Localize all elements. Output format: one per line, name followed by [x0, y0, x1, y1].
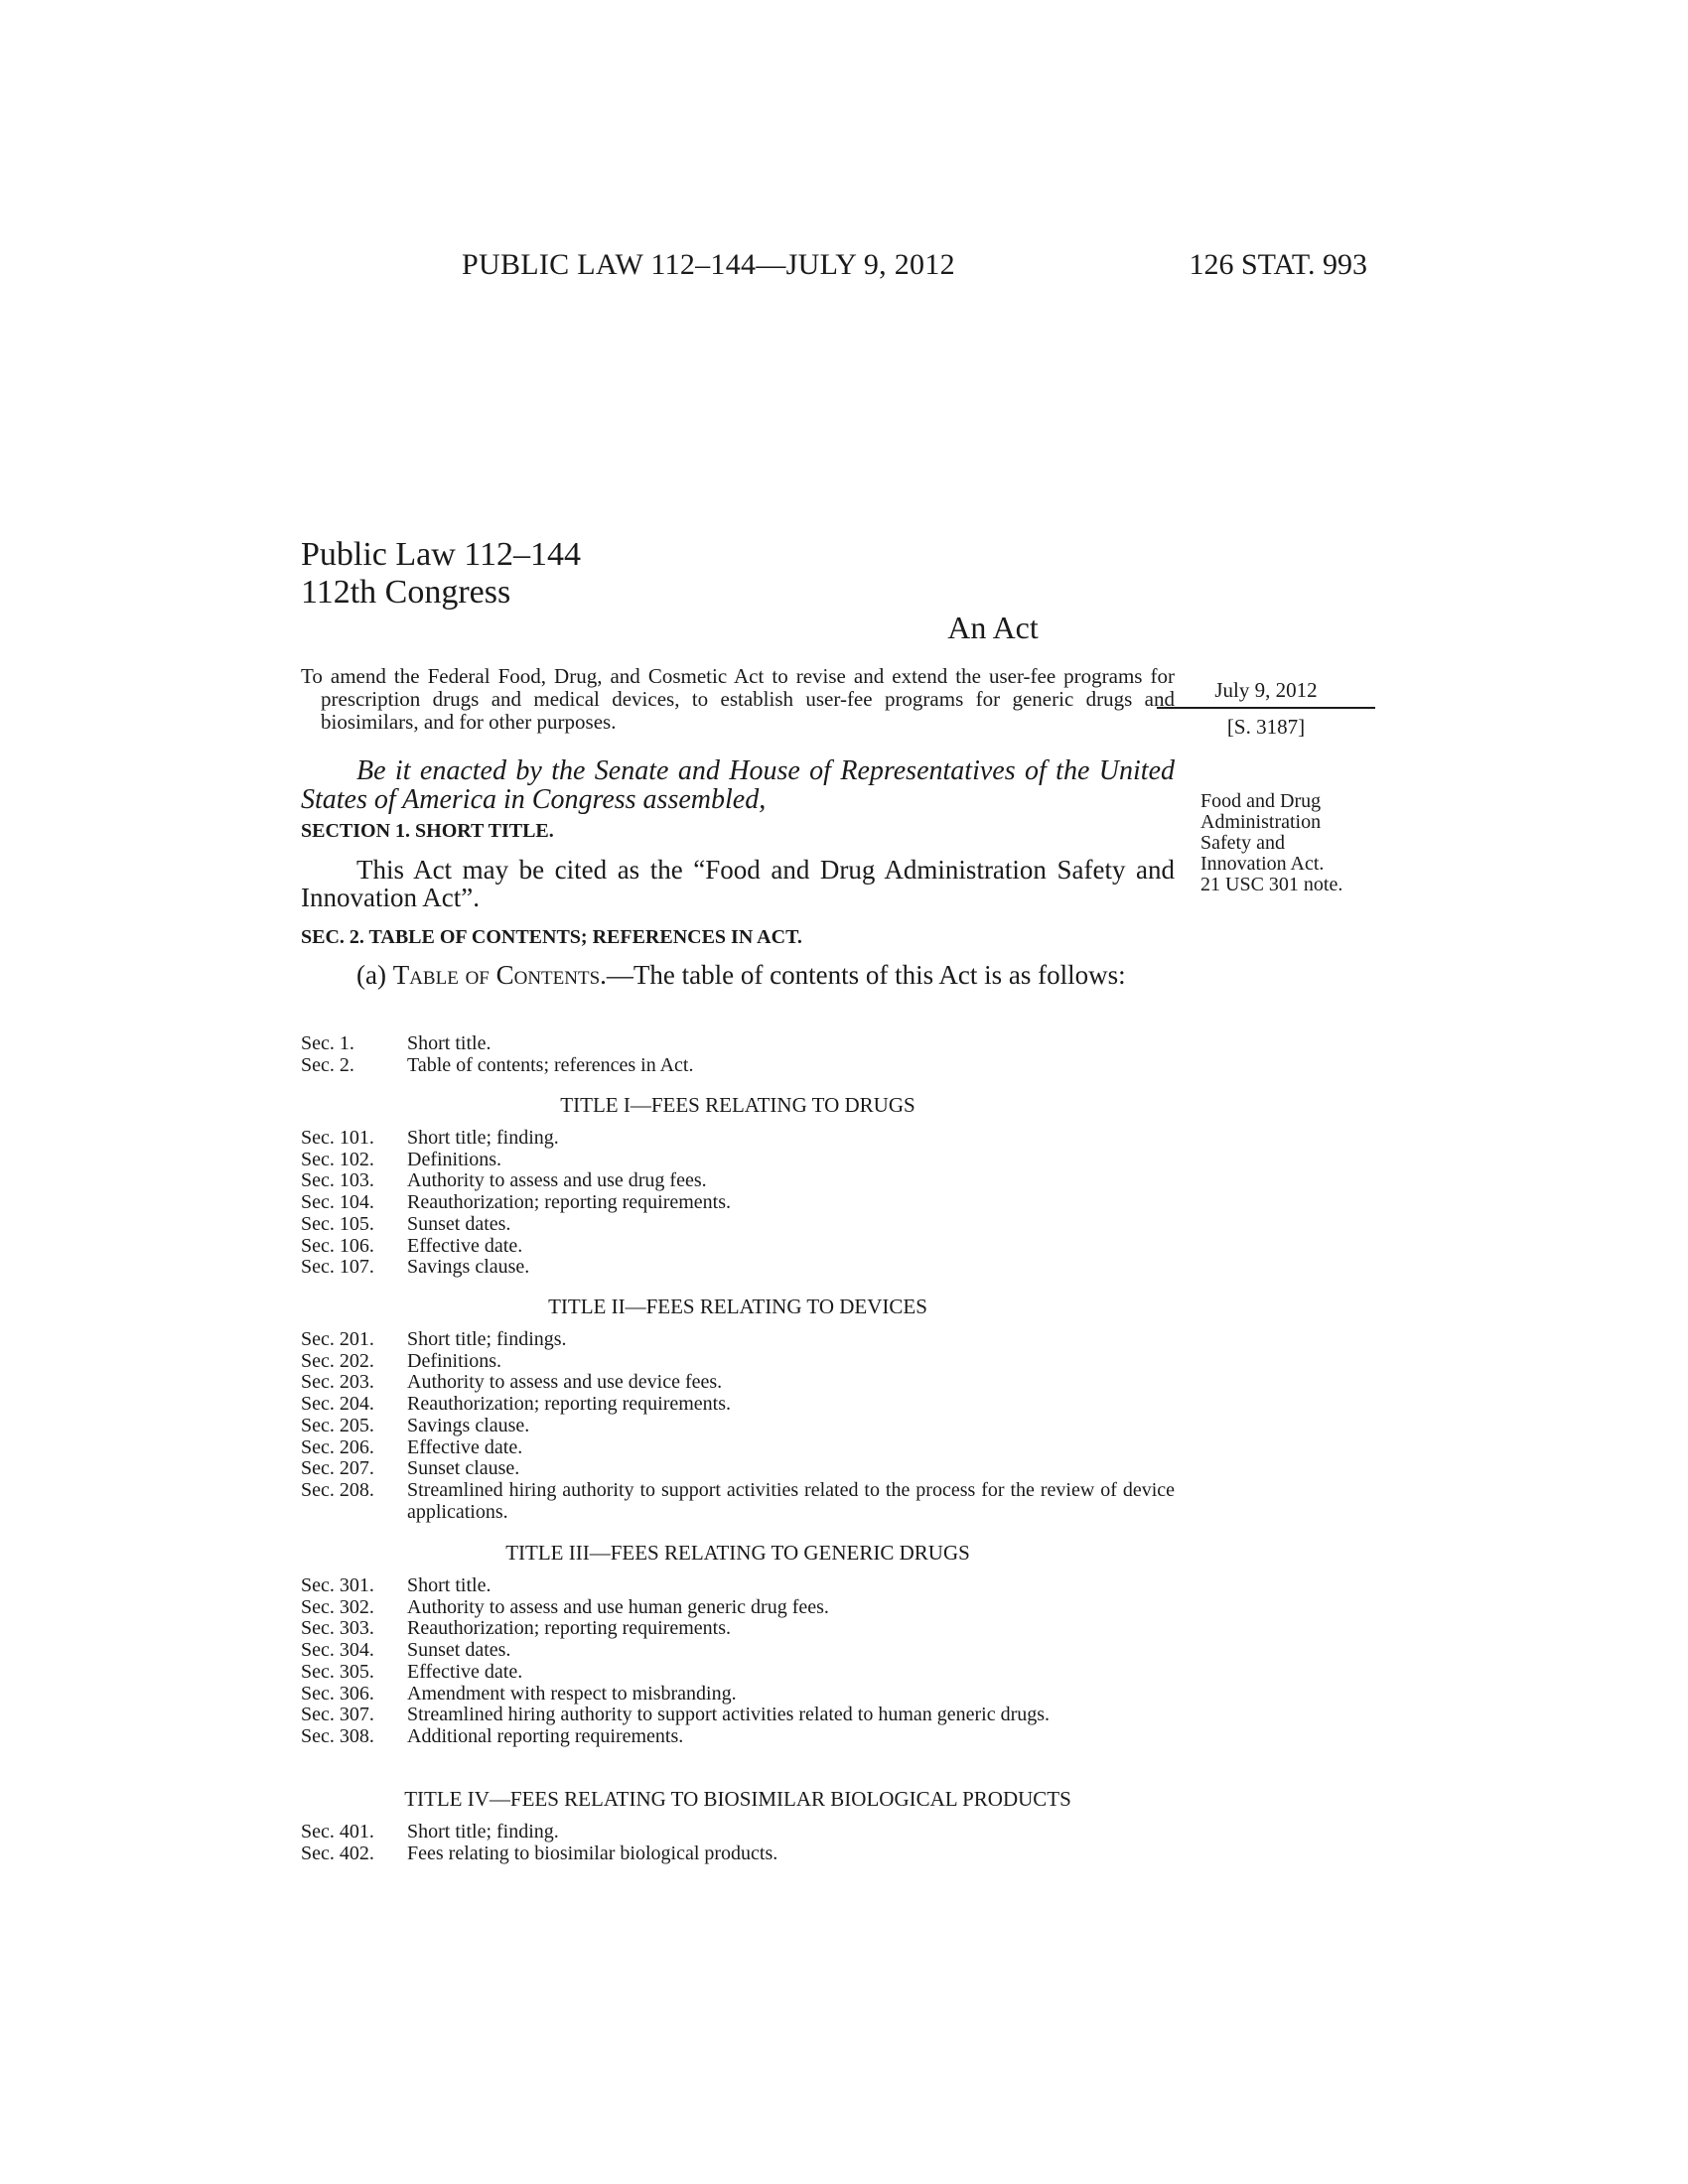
- toc-entry-number: Sec. 308.: [301, 1724, 374, 1747]
- margin-divider: [1157, 707, 1375, 709]
- toc-entry: [301, 1662, 1175, 1684]
- toc-entry-text: Table of contents; references in Act.: [407, 1053, 694, 1076]
- toc-entry-text: Streamlined hiring authority to support activities related to the process for the review of device applications.: [407, 1478, 1175, 1523]
- toc-entry-number: Sec. 203.: [301, 1371, 374, 1394]
- toc-entry-text: Savings clause.: [407, 1256, 530, 1279]
- toc-entry: [301, 1214, 1175, 1236]
- toc-entry: [301, 1705, 1175, 1726]
- toc-entry: [301, 1684, 1175, 1706]
- toc-entry-number: Sec. 304.: [301, 1639, 374, 1662]
- toc-entry: [301, 1597, 1175, 1619]
- toc-entry-text: Authority to assess and use drug fees.: [407, 1169, 707, 1192]
- toc-entry: [301, 1394, 1175, 1416]
- toc-title-heading: TITLE IV—FEES RELATING TO BIOSIMILAR BIOLOGICAL PRODUCTS: [404, 1787, 1071, 1811]
- toc-entry-text: Sunset dates.: [407, 1639, 511, 1662]
- toc-entry-number: Sec. 105.: [301, 1212, 374, 1235]
- toc-entry-number: Sec. 2.: [301, 1053, 354, 1076]
- toc-entry-number: Sec. 106.: [301, 1234, 374, 1257]
- toc-entry-text: Short title; findings.: [407, 1328, 567, 1350]
- toc-entry-number: Sec. 201.: [301, 1328, 374, 1350]
- toc-entry-text: Effective date.: [407, 1660, 523, 1683]
- toc-entry-text: Definitions.: [407, 1349, 501, 1372]
- toc-entry-text: Streamlined hiring authority to support activities related to human generic drugs.: [407, 1704, 1051, 1726]
- toc-entry: [301, 1822, 1175, 1843]
- toc-entry-number: Sec. 102.: [301, 1148, 374, 1170]
- toc-entry: [301, 1372, 1175, 1394]
- toc-entry-text: Short title.: [407, 1574, 492, 1596]
- toc-entry-number: Sec. 1.: [301, 1032, 354, 1054]
- toc-entry: [301, 1458, 1175, 1480]
- toc-entry-text: Reauthorization; reporting requirements.: [407, 1191, 732, 1214]
- an-act-heading: [0, 610, 1470, 646]
- toc-entry: [301, 1351, 1175, 1373]
- toc-entry-text: Fees relating to biosimilar biological products.: [407, 1842, 778, 1864]
- toc-entry-text: Reauthorization; reporting requirements.: [407, 1617, 732, 1640]
- toc-entry-text: Effective date.: [407, 1435, 523, 1458]
- side-note-line: Innovation Act.: [1200, 853, 1325, 875]
- toc-entry-text: Additional reporting requirements.: [407, 1724, 684, 1747]
- running-head: PUBLIC LAW 112–144—JULY 9, 2012: [462, 248, 955, 281]
- an-act-label: An Act: [947, 610, 1039, 645]
- toc-entry-number: Sec. 202.: [301, 1349, 374, 1372]
- toc-entry-number: Sec. 103.: [301, 1169, 374, 1192]
- toc-entry-number: Sec. 301.: [301, 1574, 374, 1596]
- toc-entry-number: Sec. 401.: [301, 1821, 374, 1843]
- side-note-line: Food and Drug: [1200, 790, 1322, 812]
- toc-entry-text: Authority to assess and use human generic drug fees.: [407, 1595, 829, 1618]
- margin-bill-number: [S. 3187]: [1226, 715, 1306, 739]
- section-1-heading: SECTION 1. SHORT TITLE.: [301, 820, 554, 842]
- toc-entry: [301, 1618, 1175, 1640]
- purpose-clause: [301, 665, 1175, 734]
- toc-entry: [301, 1726, 1175, 1748]
- toc-entry-number: Sec. 402.: [301, 1842, 374, 1864]
- law-title-block: [301, 536, 581, 612]
- toc-entry-number: Sec. 306.: [301, 1682, 374, 1705]
- toc-entry-text: Sunset dates.: [407, 1212, 511, 1235]
- toc-entry-number: Sec. 307.: [301, 1704, 374, 1726]
- toc-entry-number: Sec. 104.: [301, 1191, 374, 1214]
- toc-entry: [301, 1192, 1175, 1214]
- public-law-number: Public Law 112–144: [301, 536, 582, 573]
- toc-entry: [301, 1480, 1175, 1523]
- purpose-text: To amend the Federal Food, Drug, and Cosmetic Act to revise and extend the user-fee programs for prescription drugs and medical devices, to establish user-fee programs for generic drugs and biosimilars, and for other purposes.: [301, 664, 1175, 734]
- toc-entry-number: Sec. 107.: [301, 1256, 374, 1279]
- toc-entry-text: Authority to assess and use device fees.: [407, 1371, 723, 1394]
- toc-entry-number: Sec. 305.: [301, 1660, 374, 1683]
- toc-entry-number: Sec. 208.: [301, 1478, 374, 1501]
- stat-page-number: 126 STAT. 993: [1189, 248, 1367, 281]
- toc-title-3-entries: [301, 1575, 1175, 1748]
- subsection-heading: Table of Contents: [392, 960, 601, 990]
- toc-entry-text: Savings clause.: [407, 1414, 530, 1436]
- toc-entry: [301, 1033, 1175, 1055]
- side-note-line: 21 USC 301 note.: [1200, 874, 1343, 895]
- toc-entry-text: Sunset clause.: [407, 1457, 520, 1480]
- toc-intro: [301, 1033, 1175, 1076]
- toc-entry: [301, 1575, 1175, 1597]
- toc-title-heading: TITLE I—FEES RELATING TO DRUGS: [560, 1093, 915, 1117]
- toc-entry: [301, 1055, 1175, 1077]
- side-note: [1200, 791, 1399, 895]
- toc-entry: [301, 1128, 1175, 1150]
- toc-entry: [301, 1236, 1175, 1258]
- margin-date: July 9, 2012: [1214, 678, 1318, 702]
- toc-entry-number: Sec. 206.: [301, 1435, 374, 1458]
- toc-entry: [301, 1150, 1175, 1171]
- subsection-label: (a): [356, 960, 393, 990]
- toc-title-1-entries: [301, 1128, 1175, 1279]
- toc-entry: [301, 1329, 1175, 1351]
- toc-entry-number: Sec. 207.: [301, 1457, 374, 1480]
- congress-number: 112th Congress: [301, 574, 511, 611]
- toc-entry-text: Effective date.: [407, 1234, 523, 1257]
- toc-entry-number: Sec. 205.: [301, 1414, 374, 1436]
- toc-entry-text: Short title.: [407, 1032, 492, 1054]
- toc-title-2-entries: [301, 1329, 1175, 1523]
- section-2-subsection-a: [301, 961, 1175, 989]
- toc-entry: [301, 1640, 1175, 1662]
- toc-entry: [301, 1416, 1175, 1437]
- toc-entry: [301, 1843, 1175, 1865]
- toc-entry-number: Sec. 303.: [301, 1617, 374, 1640]
- toc-entry-text: Short title; finding.: [407, 1821, 559, 1843]
- toc-entry-number: Sec. 101.: [301, 1127, 374, 1149]
- section-2-heading: SEC. 2. TABLE OF CONTENTS; REFERENCES IN ACT.: [301, 926, 802, 948]
- side-note-line: Administration: [1200, 811, 1322, 833]
- side-note-line: Safety and: [1200, 832, 1285, 854]
- toc-entry: [301, 1170, 1175, 1192]
- toc-entry-text: Reauthorization; reporting requirements.: [407, 1393, 732, 1416]
- toc-title-4-entries: [301, 1822, 1175, 1864]
- section-1-text: This Act may be cited as the “Food and Drug Administration Safety and Innovation Act”.: [301, 855, 1175, 912]
- subsection-text: .—The table of contents of this Act is as follows:: [600, 960, 1126, 990]
- toc-entry-text: Definitions.: [407, 1148, 501, 1170]
- toc-entry-number: Sec. 302.: [301, 1595, 374, 1618]
- toc-entry-number: Sec. 204.: [301, 1393, 374, 1416]
- toc-title-heading: TITLE II—FEES RELATING TO DEVICES: [548, 1295, 927, 1318]
- toc-entry: [301, 1257, 1175, 1279]
- toc-entry-text: Short title; finding.: [407, 1127, 559, 1149]
- toc-entry: [301, 1437, 1175, 1459]
- toc-title-heading: TITLE III—FEES RELATING TO GENERIC DRUGS: [505, 1541, 970, 1565]
- enacting-clause: Be it enacted by the Senate and House of Representatives of the United States of America in Congress assembled,: [301, 755, 1175, 815]
- toc-entry-text: Amendment with respect to misbranding.: [407, 1682, 737, 1705]
